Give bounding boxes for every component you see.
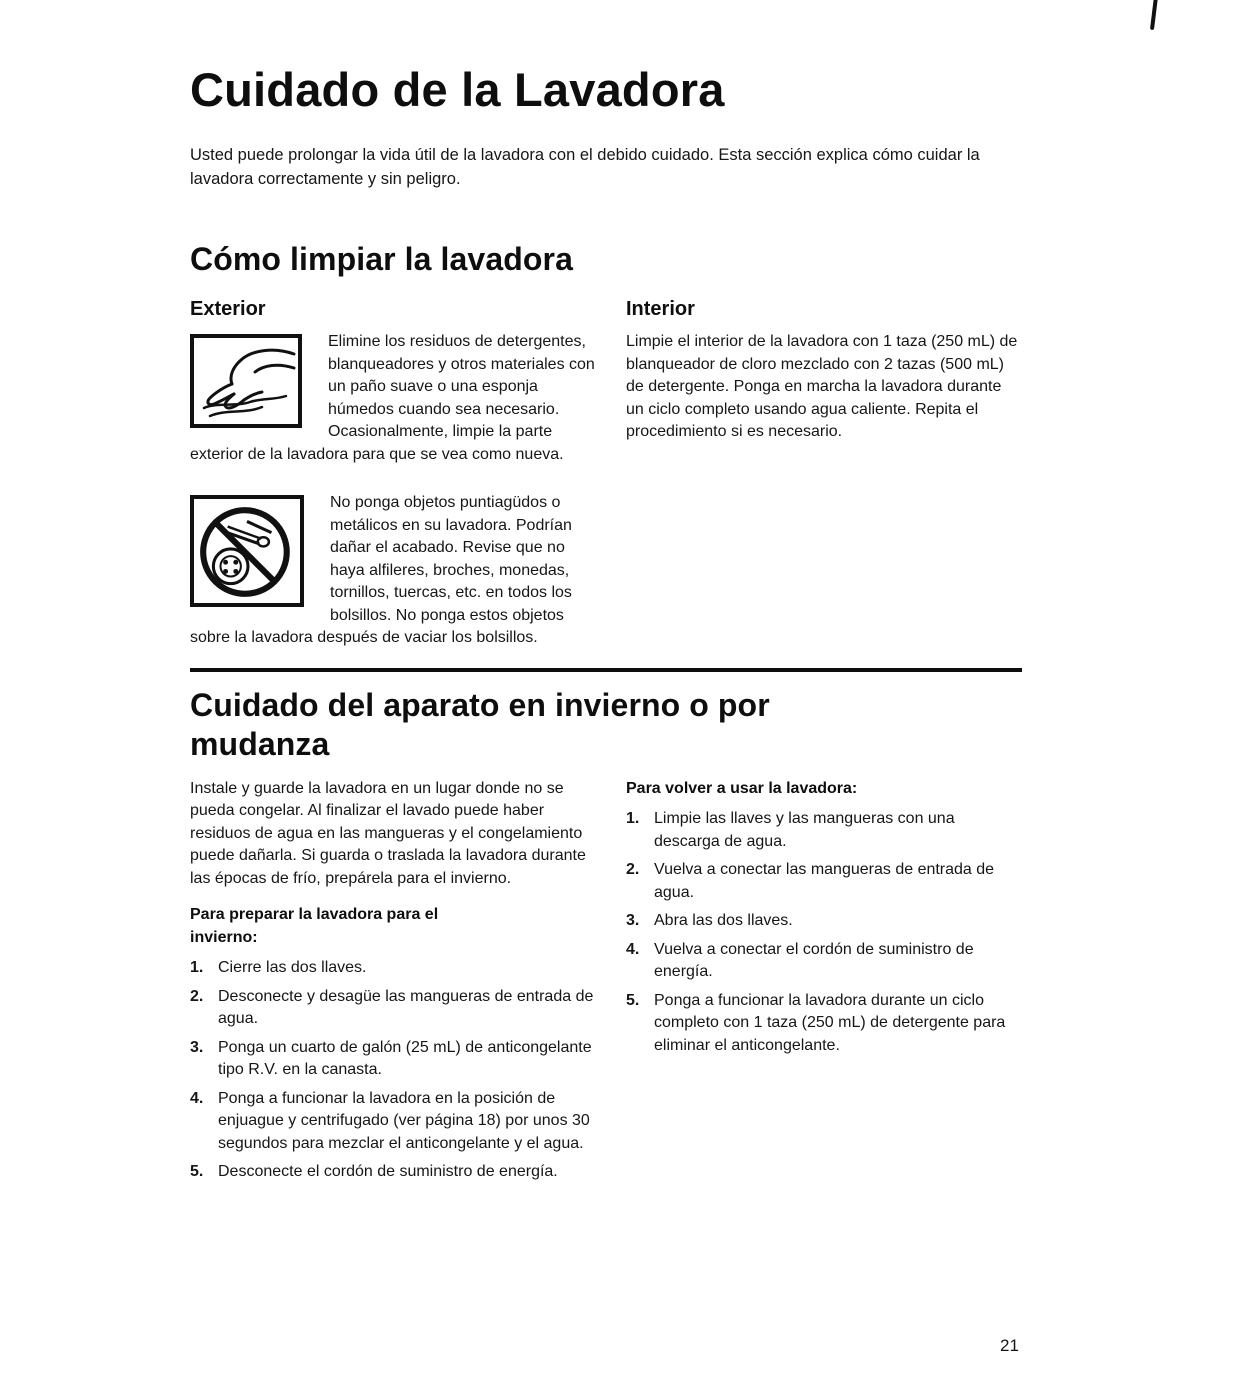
section-divider — [190, 668, 1022, 672]
step-number: 1. — [626, 810, 640, 827]
section-heading-winter: Cuidado del aparato en invierno o por mudanza — [190, 686, 770, 762]
prepare-heading: Para preparar la lavadora para el invierno: — [190, 906, 439, 946]
winter-right-column — [626, 772, 1022, 1184]
step-text: Desconecte y desagüe las mangueras de entrada de agua. — [218, 987, 594, 1027]
interior-column — [626, 290, 1022, 650]
list-item — [190, 1161, 602, 1184]
interior-heading: Interior — [626, 298, 695, 320]
reuse-steps-list — [626, 808, 1022, 1057]
interior-text: Limpie el interior de la lavadora con 1 taza (250 mL) de blanqueador de cloro mezclado con 2 tazas (500 mL) de detergente. Ponga en marcha la lavadora durante un ciclo completo usando agua caliente. Repita el procedimiento si es necesario. — [626, 333, 1018, 440]
step-number: 5. — [190, 1163, 204, 1180]
step-text: Abra las dos llaves. — [654, 912, 793, 929]
winter-intro: Instale y guarde la lavadora en un lugar donde no se pueda congelar. Al finalizar el lavado puede haber residuos de agua en las mangueras y el congelamiento puede dañarla. Si guarda o traslada la lavadora durante las épocas de frío, prepárela para el invierno. — [190, 779, 586, 887]
list-item — [190, 1088, 602, 1156]
list-item — [190, 986, 602, 1031]
page-number: 21 — [1000, 1336, 1019, 1355]
step-number: 2. — [190, 987, 204, 1005]
exterior-text-2: No ponga objetos puntiagüdos o metálicos en su lavadora. Podrían dañar el acabado. Revise que no haya alfileres, broches, monedas, tornillos, tuercas, etc. en todos los bolsillos. No ponga estos objetos sobre la lavadora después de vaciar los bolsillos. — [190, 494, 572, 646]
step-text: Vuelva a conectar las mangueras de entrada de agua. — [654, 861, 995, 901]
winter-columns — [190, 772, 1022, 1184]
step-text: Desconecte el cordón de suministro de energía. — [218, 1163, 558, 1180]
no-sharp-objects-icon — [190, 495, 304, 607]
step-number: 3. — [190, 1038, 204, 1056]
scan-artifact — [1150, 0, 1158, 30]
step-text: Ponga un cuarto de galón (25 mL) de anticongelante tipo R.V. en la canasta. — [218, 1038, 592, 1078]
step-number: 2. — [626, 861, 640, 878]
page-title: Cuidado de la Lavadora — [190, 63, 725, 116]
list-item — [626, 808, 1022, 853]
step-text: Ponga a funcionar la lavadora durante un ciclo completo con 1 taza (250 mL) de detergente para eliminar el anticongelante. — [654, 991, 1006, 1054]
winter-left-column — [190, 772, 602, 1184]
page-intro: Usted puede prolongar la vida útil de la lavadora con el debido cuidado. Esta sección explica cómo cuidar la lavadora correctamente y sin peligro. — [190, 146, 980, 188]
list-item — [190, 957, 602, 980]
list-item — [626, 990, 1022, 1058]
step-number: 5. — [626, 991, 640, 1009]
list-item — [626, 910, 1022, 933]
step-text: Limpie las llaves y las mangueras con una descarga de agua. — [654, 810, 955, 850]
step-number: 1. — [190, 959, 204, 976]
step-text: Ponga a funcionar la lavadora en la posición de enjuague y centrifugado (ver página 18) por unos 30 segundos para mezclar el anticongelante y el agua. — [218, 1089, 590, 1152]
step-number: 4. — [626, 940, 640, 958]
exterior-paragraph-1 — [190, 331, 602, 466]
list-item — [626, 859, 1022, 904]
reuse-heading: Para volver a usar la lavadora: — [626, 779, 858, 797]
step-number: 4. — [190, 1089, 204, 1107]
step-number: 3. — [626, 912, 640, 929]
prepare-steps-list — [190, 957, 602, 1184]
exterior-text-1: Elimine los residuos de detergentes, blanqueadores y otros materiales con un paño suave o una esponja húmedos cuando sea necesario. Ocasionalmente, limpie la parte exterior de la lavadora para que se vea como nueva. — [190, 333, 595, 463]
list-item — [190, 1037, 602, 1082]
exterior-heading: Exterior — [190, 298, 266, 320]
section-heading-cleaning: Cómo limpiar la lavadora — [190, 241, 573, 277]
exterior-paragraph-2 — [190, 492, 602, 650]
list-item — [626, 939, 1022, 984]
manual-page — [190, 0, 1022, 1184]
exterior-column — [190, 290, 602, 650]
cleaning-columns — [190, 290, 1022, 650]
step-text: Cierre las dos llaves. — [218, 959, 367, 976]
step-text: Vuelva a conectar el cordón de suministro de energía. — [654, 940, 974, 980]
hand-wiping-icon — [190, 334, 302, 428]
